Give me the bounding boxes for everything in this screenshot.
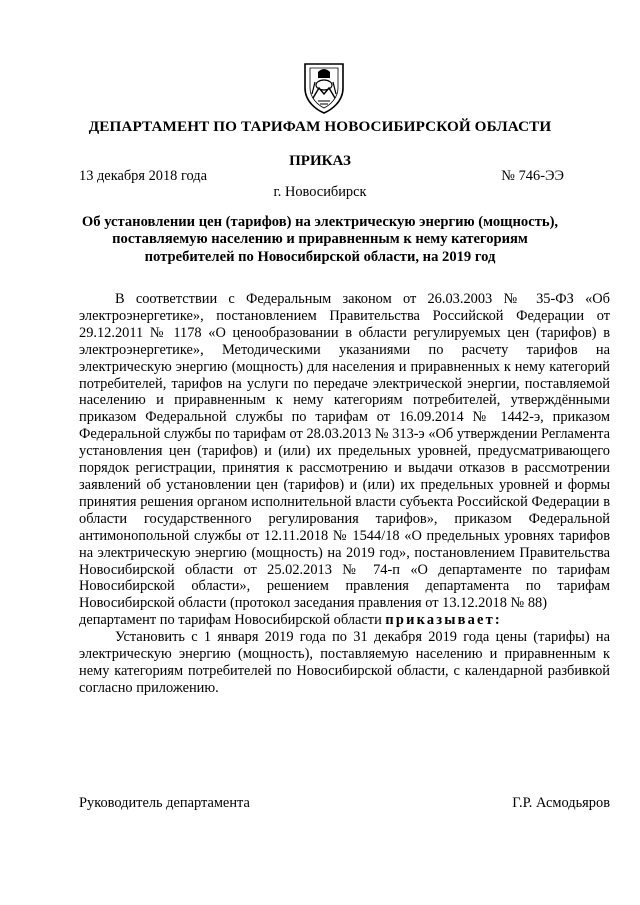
orders-word: приказывает: [385,612,502,629]
document-date: 13 декабря 2018 года [79,168,208,184]
orders-prefix: департамент по тарифам Новосибирской области [79,612,382,629]
document-subject: Об установлении цен (тарифов) на электрическую энергию (мощность), поставляемую населению и приравненным к нему категориям потребителей по Новосибирской области, на 2019 год [81,214,559,265]
document-type: ПРИКАЗ [289,153,351,169]
orders-line [79,612,610,629]
document-number: № 746-ЭЭ [501,168,564,184]
order-clause: Установить с 1 января 2019 года по 31 декабря 2019 года цены (тарифы) на электрическую энергию (мощность), поставляемую населению и приравненным к нему категориям потребителей по Новосибирской области, с календарной разбивкой согласно приложению. [79,629,610,696]
coat-of-arms-icon [301,58,347,114]
preamble-paragraph: В соответствии с Федеральным законом от 26.03.2003 № 35-ФЗ «Об электроэнергетике», постановлением Правительства Российской Федерации от 29.12.2011 № 1178 «О ценообразовании в области регулируемых цен (тарифов) в электроэнергетике», Методическими указаниями по расчету тарифов на электрическую энергию (мощность) для населения и приравненных к нему категорий потребителей, тарифов на услуги по передаче электрической энергии, поставляемой населению и приравненным к нему категориям потребителей, утверждёнными приказом Федеральной службы по тарифам от 16.09.2014 № 1442-э, приказом Федеральной службы по тарифам от 28.03.2013 № 313-э «Об утверждении Регламента установления цен (тарифов) и (или) их предельных уровней, предусматривающего порядок регистрации, принятия к рассмотрению и выдачи отказов в рассмотрении заявлений об установлении цен (тарифов) и (или) их предельных уровней и формы принятия решения органом исполнительной власти субъекта Российской Федерации в области государственного регулирования тарифов», приказом Федеральной антимонопольной службы от 12.11.2018 № 1544/18 «О предельных уровнях тарифов на электрическую энергию (мощность) на 2019 год», постановлением Правительства Новосибирской области от 25.02.2013 № 74-п «О департаменте по тарифам Новосибирской области», решением правления департамента по тарифам Новосибирской области (протокол заседания правления от 13.12.2018 № 88) [79,291,610,612]
signatory-role: Руководитель департамента [79,795,250,811]
document-city: г. Новосибирск [273,184,367,200]
document-body [79,291,610,697]
signatory-name: Г.Р. Асмодьяров [512,795,610,811]
department-title: ДЕПАРТАМЕНТ ПО ТАРИФАМ НОВОСИБИРСКОЙ ОБЛАСТИ [88,118,552,135]
